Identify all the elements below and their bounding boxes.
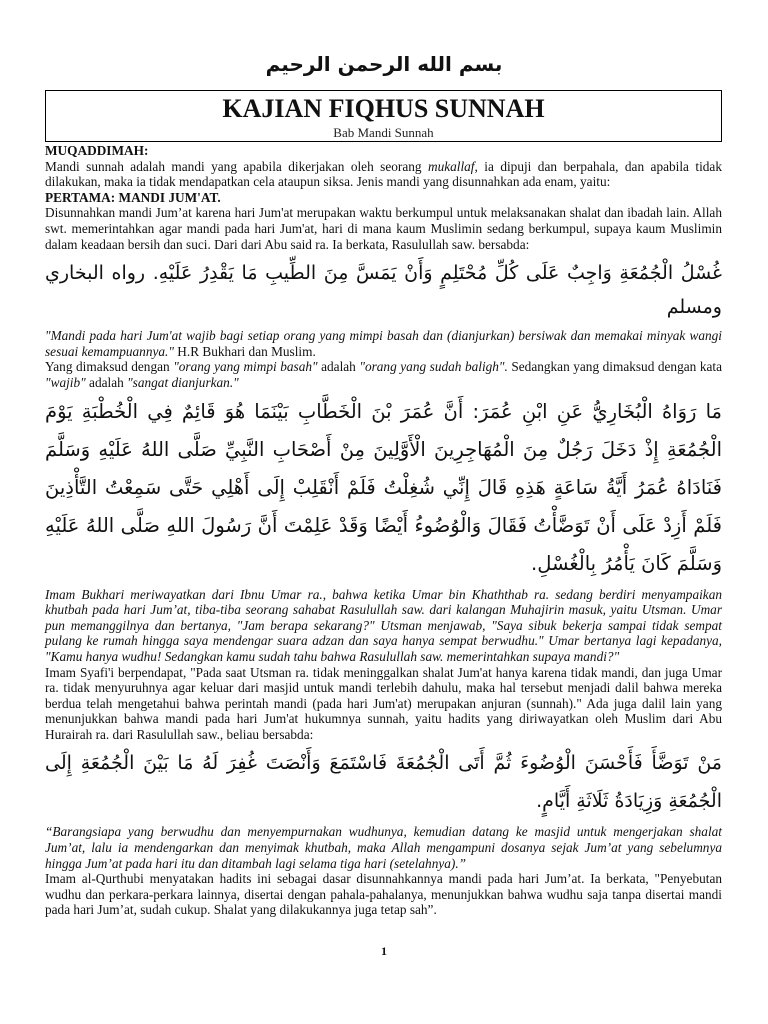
syafii-paragraph: Imam Syafi'i berpendapat, "Pada saat Utsman ra. tidak meninggalkan shalat Jum'at hanya karena tidak mandi, dan juga Umar ra. tidak menyuruhnya agar keluar dari masjid untuk mandi terlebih dahulu, maka hal tersebut menjadi dalil bahwa mereka berdua telah mengetahui bahwa perintah mandi (pada hari Jum'at) merupakan anjuran (sunnah)." Ada juga dalil lain yang menunjukkan bahwa mandi pada hari Jum'at hukumnya sunnah, yaitu hadits yang diriwayatkan oleh Muslim dari Abu Hurairah ra. dari Rasulullah saw., beliau bersabda:	[45, 664, 722, 742]
basmala-heading: بسم الله الرحمن الرحيم	[265, 52, 503, 76]
document-body	[45, 143, 722, 918]
arabic-hadith-2: مَا رَوَاهُ الْبُخَارِيُّ عَنِ ابْنِ عُمَرَ: أَنَّ عُمَرَ بْنَ الْخَطَّابِ بَيْنَمَا هُوَ قَائِمٌ فِي الْخُطْبَةِ يَوْمَ الْجُمُعَةِ إِذْ دَخَلَ رَجُلٌ مِنَ الْمُهَاجِرِينَ الْأَوَّلِينَ مِنْ أَصْحَابِ النَّبِيِّ صَلَّى اللهُ عَلَيْهِ وَسَلَّمَ فَنَادَاهُ عُمَرُ أَيَّةُ سَاعَةٍ هَذِهِ قَالَ إِنِّي شُغِلْتُ فَلَمْ أَنْقَلِبْ إِلَى أَهْلِي حَتَّى سَمِعْتُ التَّأْذِينَ فَلَمْ أَزِدْ عَلَى أَنْ تَوَضَّأْتُ فَقَالَ وَالْوُضُوءُ أَيْضًا وَقَدْ عَلِمْتَ أَنَّ رَسُولَ اللهِ صَلَّى اللهُ عَلَيْهِ وَسَلَّمَ كَانَ يَأْمُرُ بِالْغُسْلِ.	[45, 399, 722, 575]
muqaddimah-paragraph	[45, 159, 722, 190]
arabic-hadith-3: مَنْ تَوَضَّأَ فَأَحْسَنَ الْوُضُوءَ ثُمَّ أَتَى الْجُمُعَةَ فَاسْتَمَعَ وَأَنْصَتَ غُفِرَ لَهُ مَا بَيْنَ الْجُمُعَةِ إِلَى الْجُمُعَةِ وَزِيَادَةُ ثَلَاثَةِ أَيَّامٍ.	[45, 752, 722, 813]
muqaddimah-text-a: Mandi sunnah adalah mandi yang apabila dikerjakan oleh seorang	[45, 158, 428, 174]
def-term-2: "orang yang sudah baligh".	[359, 359, 508, 375]
definition-paragraph	[45, 359, 722, 390]
translation-2: Imam Bukhari meriwayatkan dari Ibnu Umar ra., bahwa ketika Umar bin Khaththab ra. sedang berdiri menyampaikan khutbah pada hari Jum’at, tiba-tiba seorang sahabat Rasulullah saw. dari kalangan Muhajirin masuk, yaitu Utsman. Umar pun memanggilnya dan bertanya, "Jam berapa sekarang?" Utsman menjawab, "Saya sibuk bekerja sampai tidak sempat pulang ke rumah hingga saya mendengar suara adzan dan saya hanya sempat berwudhu." Umar bertanya lagi kepadanya, "Kamu hanya wudhu! Sedangkan kamu sudah tahu bahwa Rasulullah saw. memerintahkan supaya mandi?"	[45, 586, 722, 664]
def-term-3: "wajib"	[45, 374, 86, 390]
pertama-intro: Disunnahkan mandi Jum’at karena hari Jum'at merupakan waktu berkumpul untuk melaksanakan shalat dan ibadah lain. Allah swt. memerintahkan agar mandi pada hari Jum'at, hari di mana kaum Muslimin sedang berkumpul, supaya kaum Muslimin dalam keadaan bersih dan suci. Dari dari Abu said ra. Ia berkata, Rasulullah saw. bersabda:	[45, 205, 722, 252]
page-number: 1	[381, 944, 387, 958]
translation-1-text: "Mandi pada hari Jum'at wajib bagi setiap orang yang mimpi basah dan (dianjurkan) bersiwak dan memakai minyak wangi sesuai kemampuannya."	[45, 328, 722, 359]
muqaddimah-text-b: ia dipuji dan berpahala, dan apabila tidak dilakukan, maka ia tidak mendapatkan cela ataupun siksa. Jenis mandi yang disunnahkan ada enam, yaitu:	[45, 158, 722, 190]
document-subtitle: Bab Mandi Sunnah	[333, 125, 434, 140]
arabic-hadith-1: غُسْلُ الْجُمُعَةِ وَاجِبٌ عَلَى كُلِّ مُحْتَلِمٍ وَأَنْ يَمَسَّ مِنَ الطِّيبِ مَا يَقْدِرُ عَلَيْهِ. رواه البخاري ومسلم	[45, 262, 722, 319]
muqaddimah-term: mukallaf,	[427, 158, 478, 174]
translation-1-source: H.R Bukhari dan Muslim.	[173, 343, 316, 359]
qurthubi-paragraph: Imam al-Qurthubi menyatakan hadits ini sebagai dasar disunnahkannya mandi pada hari Jum’at. Ia berkata, "Penyebutan wudhu dan perkara-perkara lainnya, disertai dengan pahala-pahalanya, menunjukkan bahwa wudhu saja tanpa disertai mandi pada hari Jum’at, sudah cukup. Shalat yang dilakukannya juga tetap sah”.	[45, 871, 722, 918]
def-text-3: Sedangkan yang dimaksud dengan kata	[507, 359, 722, 375]
translation-3: “Barangsiapa yang berwudhu dan menyempurnakan wudhunya, kemudian datang ke masjid untuk mengerjakan shalat Jum’at, lalu ia mendengarkan dan menyimak khutbah, maka Allah mengampuni dosanya sejak Jum’at yang sebelumnya hingga Jum’at pada hari itu dan ditambah lagi selama tiga hari (setelahnya).”	[45, 824, 722, 871]
def-text-2: adalah	[317, 359, 360, 375]
def-term-1: "orang yang mimpi basah"	[173, 359, 318, 375]
document-title: KAJIAN FIQHUS SUNNAH	[222, 94, 545, 123]
def-text-4: adalah	[85, 374, 128, 390]
pertama-heading: PERTAMA: MANDI JUM'AT.	[45, 189, 221, 205]
translation-1	[45, 328, 722, 359]
title-box	[45, 90, 722, 142]
muqaddimah-heading: MUQADDIMAH:	[45, 143, 149, 158]
def-term-4: "sangat dianjurkan."	[127, 374, 239, 390]
def-text-1: Yang dimaksud dengan	[45, 359, 174, 375]
